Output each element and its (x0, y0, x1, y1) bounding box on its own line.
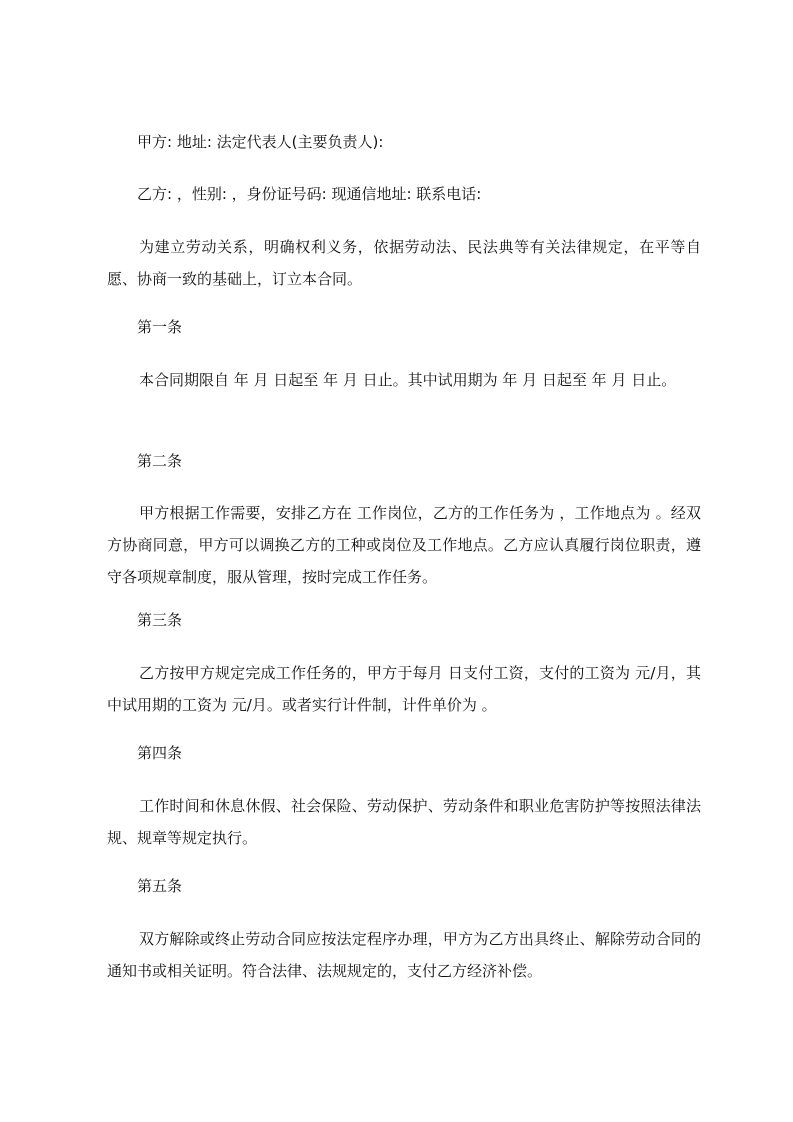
party-b-line: 乙方: ，性别: ，身份证号码: 现通信地址: 联系电话: (137, 185, 482, 203)
preamble-paragraph: 为建立劳动关系，明确权利义务，依据劳动法、民法典等有关法律规定，在平等自愿、协商一致的基础上，订立本合同。 (107, 238, 701, 288)
article-2-text: 甲方根据工作需要，安排乙方在 工作岗位，乙方的工作任务为 ，工作地点为 。经双方协商同意，甲方可以调换乙方的工种或岗位及工作地点。乙方应认真履行岗位职责，遵守各项规章制度，服从管理，按时完成工作任务。 (107, 504, 701, 586)
article-3-heading: 第三条 (137, 611, 183, 629)
article-5-text: 双方解除或终止劳动合同应按法定程序办理，甲方为乙方出具终止、解除劳动合同的通知书或相关证明。符合法律、法规规定的，支付乙方经济补偿。 (107, 930, 701, 980)
party-a-line: 甲方: 地址: 法定代表人(主要负责人): (137, 133, 384, 151)
article-4-heading: 第四条 (137, 744, 183, 762)
article-1-text: 本合同期限自 年 月 日起至 年 月 日止。其中试用期为 年 月 日起至 年 月 日止。 (139, 371, 677, 389)
article-5-heading: 第五条 (137, 877, 183, 895)
article-2-heading: 第二条 (137, 452, 183, 470)
article-4-text: 工作时间和休息休假、社会保险、劳动保护、劳动条件和职业危害防护等按照法律法规、规章等规定执行。 (107, 797, 701, 847)
article-3-text: 乙方按甲方规定完成工作任务的，甲方于每月 日支付工资，支付的工资为 元/月，其中试用期的工资为 元/月。或者实行计件制，计件单价为 。 (107, 664, 701, 714)
article-1-heading: 第一条 (137, 318, 183, 336)
